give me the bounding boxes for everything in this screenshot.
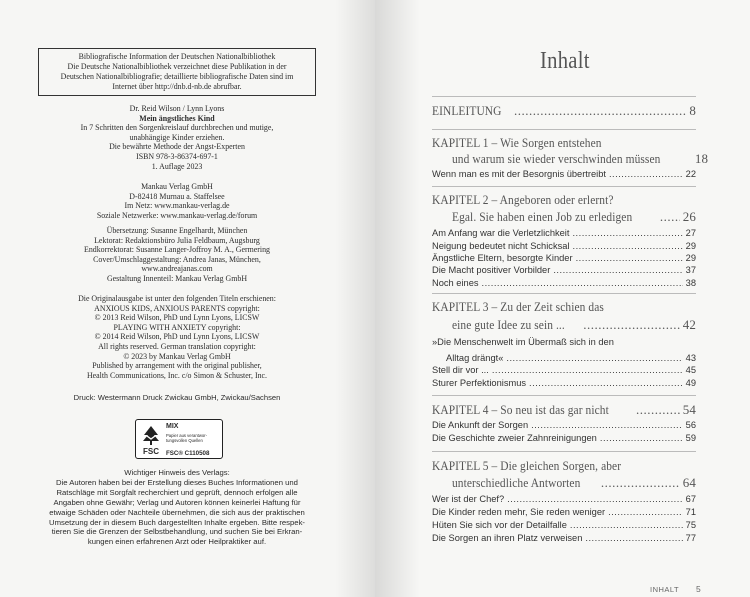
toc-entry-title bbox=[432, 192, 638, 208]
biblio-line: Internet über http://dnb.d-nb.de abrufbar. bbox=[112, 81, 242, 91]
toc-entry bbox=[432, 420, 696, 430]
toc-page-number: 22 bbox=[685, 169, 696, 179]
toc-leader-dots bbox=[572, 241, 682, 251]
toc-entry-title: Die Sorgen an ihren Platz verweisen bbox=[432, 533, 583, 543]
toc-entry bbox=[452, 209, 696, 225]
toc-entry bbox=[432, 378, 696, 388]
credits-line: Übersetzung: Susanne Engelhardt, München bbox=[106, 226, 248, 235]
notice-line: Umsetzung der in diesem Buch dargestellten Inhalte ergeben. Bitte respek- bbox=[49, 517, 305, 527]
toc-entry bbox=[452, 151, 709, 167]
original-line: All rights reserved. German translation copyright: bbox=[98, 341, 256, 351]
toc-entry-title: Die Macht positiver Vorbilder bbox=[432, 265, 551, 275]
toc-entry bbox=[432, 402, 696, 418]
toc-entry bbox=[432, 494, 696, 504]
book-subtitle-line: In 7 Schritten den Sorgenkreislauf durchbrechen und mutige, bbox=[80, 123, 274, 133]
toc-page-number: 59 bbox=[685, 433, 696, 443]
book-authors: Dr. Reid Wilson / Lynn Lyons bbox=[129, 104, 225, 113]
toc-leader-dots bbox=[482, 278, 683, 288]
toc-leader-dots bbox=[609, 169, 683, 179]
fsc-small-text: Papier aus verantwor- bbox=[166, 433, 207, 438]
toc-entry-title: Alltag drängt« bbox=[446, 353, 504, 363]
toc-entry-title-text: KAPITEL 1 – Wie Sorgen entstehen bbox=[432, 135, 602, 150]
publisher-notice bbox=[30, 468, 324, 547]
toc-entry-title-text: eine gute Idee zu sein ... bbox=[452, 317, 565, 332]
toc-title: Inhalt bbox=[540, 48, 590, 74]
toc-page-number: 26 bbox=[682, 209, 696, 224]
toc-entry-title: Die Ankunft der Sorgen bbox=[432, 420, 529, 430]
toc-entry-title: Die Kinder reden mehr, Sie reden weniger bbox=[432, 507, 606, 517]
toc-entry bbox=[432, 299, 696, 315]
book-edition: 1. Auflage 2023 bbox=[151, 161, 203, 171]
toc-entry-title: Am Anfang war die Verletzlichkeit bbox=[432, 228, 570, 238]
running-footer-label: INHALT bbox=[650, 585, 680, 594]
biblio-line: Bibliografische Information der Deutschen Nationalbibliothek bbox=[78, 52, 276, 61]
toc-entry bbox=[432, 169, 696, 179]
toc-entry bbox=[446, 353, 696, 363]
toc-page-number: 42 bbox=[682, 317, 696, 332]
toc-divider bbox=[432, 96, 696, 97]
toc-entry-title-text: KAPITEL 5 – Die gleichen Sorgen, aber bbox=[432, 458, 622, 473]
toc-entry-title: Wenn man es mit der Besorgnis übertreibt bbox=[432, 169, 606, 179]
toc-leader-dots bbox=[507, 494, 682, 504]
toc-page-number: 77 bbox=[685, 533, 696, 543]
credits-line: Endkorrektorat: Susanne Langer-Joffroy M. A., Germering bbox=[84, 245, 270, 255]
toc-page-number: 37 bbox=[685, 265, 696, 275]
toc-page-number: 29 bbox=[685, 241, 696, 251]
toc-entry-title bbox=[432, 103, 511, 119]
toc-entry bbox=[432, 520, 696, 530]
credits-line: www.andreajanas.com bbox=[141, 264, 213, 274]
toc-entry bbox=[432, 192, 696, 208]
toc-entry bbox=[432, 365, 696, 375]
toc-entry bbox=[432, 135, 696, 151]
fsc-small-text: tungsvollen Quellen bbox=[166, 438, 203, 443]
credits-line: Lektorat: Redaktionsbüro Julia Feldbaum, Augsburg bbox=[94, 235, 260, 245]
toc-entry-title bbox=[452, 317, 580, 333]
toc-page-number: 49 bbox=[685, 378, 696, 388]
toc-entry-title bbox=[452, 151, 689, 167]
fsc-tree-icon bbox=[140, 424, 162, 446]
notice-line: Angaben ohne Gewähr; Verlag und Autoren können keinerlei Haftung für bbox=[53, 497, 301, 507]
original-line: Published by arrangement with the original publisher, bbox=[92, 361, 262, 371]
toc-entry bbox=[432, 433, 696, 443]
toc-entry-title: Die Geschichte zweier Zahnreinigungen bbox=[432, 433, 597, 443]
toc-page-number: 54 bbox=[682, 402, 696, 417]
toc-entry bbox=[432, 507, 696, 517]
toc-entry bbox=[432, 228, 696, 238]
toc-entry-title bbox=[432, 458, 647, 474]
notice-line: Ratschläge mit Sorgfalt recherchiert und geprüft, dennoch erfolgen alle bbox=[56, 487, 298, 497]
book-info-block bbox=[30, 104, 324, 171]
toc-entry-title-text: und warum sie wieder verschwinden müssen bbox=[452, 151, 661, 166]
toc-leader-dots bbox=[514, 103, 686, 119]
toc-entry bbox=[432, 458, 696, 474]
notice-line: tieren Sie die Grenzen der Selbstbehandlung, und suchen Sie bei Erkran- bbox=[51, 527, 303, 537]
toc-leader-dots bbox=[531, 420, 683, 430]
toc-divider bbox=[432, 129, 696, 130]
toc-entry bbox=[452, 317, 696, 333]
notice-line: Wichtiger Hinweis des Verlags: bbox=[124, 468, 230, 477]
credits-line: Cover/Umschlaggestaltung: Andrea Janas, München, bbox=[93, 254, 261, 264]
toc-page-number: 75 bbox=[685, 520, 696, 530]
toc-leader-dots bbox=[553, 265, 682, 275]
credits-line: Gestaltung Innenteil: Mankau Verlag GmbH bbox=[106, 273, 248, 283]
notice-line: kungen einen erfahrenen Arzt oder Heilpraktiker auf. bbox=[87, 537, 267, 547]
toc-entry-title bbox=[452, 209, 657, 225]
original-line: Health Communications, Inc. c/o Simon & Schuster, Inc. bbox=[86, 370, 268, 380]
toc-entry-title: Wer ist der Chef? bbox=[432, 494, 505, 504]
toc-page-number: 71 bbox=[685, 507, 696, 517]
toc-leader-dots bbox=[570, 520, 683, 530]
publisher-line: Soziale Netzwerke: www.mankau-verlag.de/forum bbox=[96, 210, 258, 220]
toc-page-number: 67 bbox=[685, 494, 696, 504]
toc-entry-title: Hüten Sie sich vor der Detailfalle bbox=[432, 520, 567, 530]
toc-entry bbox=[432, 265, 696, 275]
toc-entry-title: »Die Menschenwelt im Übermaß sich in den bbox=[432, 337, 614, 347]
toc-leader-dots bbox=[585, 533, 682, 543]
toc-page-number: 45 bbox=[685, 365, 696, 375]
gutter-shadow-left bbox=[335, 0, 375, 597]
toc-entry-title-text: EINLEITUNG bbox=[432, 103, 502, 118]
toc-entry-title bbox=[452, 475, 598, 491]
printer-info: Druck: Westermann Druck Zwickau GmbH, Zwickau/Sachsen bbox=[73, 393, 281, 402]
page-number: 5 bbox=[696, 584, 701, 594]
toc-leader-dots bbox=[576, 253, 683, 263]
toc-page-number: 27 bbox=[685, 228, 696, 238]
toc-entry-title-text: KAPITEL 4 – So neu ist das gar nicht bbox=[432, 402, 609, 417]
toc-divider bbox=[432, 451, 696, 452]
toc-entry bbox=[432, 533, 696, 543]
toc-divider bbox=[432, 293, 696, 294]
toc-page-number: 18 bbox=[694, 151, 709, 166]
toc-entry bbox=[432, 241, 696, 251]
toc-page-number: 64 bbox=[682, 475, 696, 490]
toc-entry-title: Neigung bedeutet nicht Schicksal bbox=[432, 241, 570, 251]
toc-divider bbox=[432, 395, 696, 396]
toc-entry-title bbox=[432, 299, 627, 315]
toc-entry-title: Noch eines bbox=[432, 278, 479, 288]
toc-entry-title-text: KAPITEL 2 – Angeboren oder erlernt? bbox=[432, 192, 614, 207]
toc-entry bbox=[432, 337, 696, 347]
biblio-line: Deutschen Nationalbibliografie; detaillierte bibliografische Daten sind im bbox=[60, 71, 294, 81]
notice-line: Die Autoren haben bei der Erstellung dieses Buches Informationen und bbox=[56, 477, 298, 487]
publisher-line: Im Netz: www.mankau-verlag.de bbox=[124, 201, 230, 211]
toc-entry-title bbox=[432, 135, 625, 151]
toc-entry bbox=[432, 103, 696, 119]
toc-page-number: 56 bbox=[685, 420, 696, 430]
bibliographic-info-box bbox=[38, 48, 316, 96]
toc-entry-title: Ängstliche Eltern, besorgte Kinder bbox=[432, 253, 573, 263]
publisher-block bbox=[30, 182, 324, 220]
toc-entry-title-text: KAPITEL 3 – Zu der Zeit schien das bbox=[432, 299, 604, 314]
toc-entry bbox=[432, 253, 696, 263]
toc-page-number: 43 bbox=[685, 353, 696, 363]
toc-divider bbox=[432, 186, 696, 187]
original-line: Die Originalausgabe ist unter den folgenden Titeln erschienen: bbox=[78, 294, 276, 303]
publisher-line: Mankau Verlag GmbH bbox=[141, 182, 213, 191]
toc-entry bbox=[452, 475, 696, 491]
toc-leader-dots bbox=[600, 433, 683, 443]
toc-leader-dots bbox=[492, 365, 683, 375]
toc-leader-dots bbox=[601, 475, 680, 491]
publisher-line: D-82418 Murnau a. Staffelsee bbox=[129, 191, 225, 201]
fsc-label bbox=[135, 419, 223, 459]
toc-leader-dots bbox=[506, 353, 682, 363]
toc-entry-title-text: Egal. Sie haben einen Job zu erledigen bbox=[452, 209, 633, 224]
book-title: Mein ängstliches Kind bbox=[139, 113, 215, 123]
toc-entry-title bbox=[432, 402, 633, 418]
fsc-mix-text: MIX bbox=[166, 423, 179, 430]
toc-entry bbox=[432, 278, 696, 288]
fsc-logo-text: FSC bbox=[143, 447, 159, 456]
original-line: © 2014 Reid Wilson, PhD und Lynn Lyons, LICSW bbox=[94, 332, 260, 342]
original-edition-block bbox=[30, 294, 324, 380]
toc-leader-dots bbox=[583, 317, 680, 333]
toc-leader-dots bbox=[636, 402, 680, 418]
notice-line: etwaige Schäden oder Nachteile übernehmen, die sich aus der praktischen bbox=[49, 507, 305, 517]
toc-page-number: 8 bbox=[689, 103, 696, 118]
original-line: ANXIOUS KIDS, ANXIOUS PARENTS copyright: bbox=[94, 303, 260, 313]
original-line: © 2023 by Mankau Verlag GmbH bbox=[123, 351, 231, 361]
gutter-shadow-right bbox=[375, 0, 420, 597]
toc-leader-dots bbox=[572, 228, 682, 238]
biblio-line: Die Deutsche Nationalbibliothek verzeichnet diese Publikation in der bbox=[67, 61, 287, 71]
original-line: PLAYING WITH ANXIETY copyright: bbox=[113, 322, 241, 332]
original-line: © 2013 Reid Wilson, PhD und Lynn Lyons, LICSW bbox=[94, 313, 260, 323]
fsc-code: FSC® C110508 bbox=[166, 450, 210, 457]
toc-entry-title-text: unterschiedliche Antworten bbox=[452, 475, 581, 490]
credits-block bbox=[30, 226, 324, 284]
toc-page-number: 38 bbox=[685, 278, 696, 288]
toc-entry-title: Sturer Perfektionismus bbox=[432, 378, 527, 388]
toc-entry-title: Stell dir vor ... bbox=[432, 365, 489, 375]
book-subtitle-line: Die bewährte Methode der Angst-Experten bbox=[109, 142, 245, 152]
book-isbn: ISBN 978-3-86374-697-1 bbox=[136, 151, 218, 161]
book-subtitle-line: unabhängige Kinder erziehen. bbox=[129, 132, 225, 142]
toc-leader-dots bbox=[660, 209, 680, 225]
toc-leader-dots bbox=[608, 507, 683, 517]
toc-leader-dots bbox=[529, 378, 683, 388]
toc-page-number: 29 bbox=[685, 253, 696, 263]
